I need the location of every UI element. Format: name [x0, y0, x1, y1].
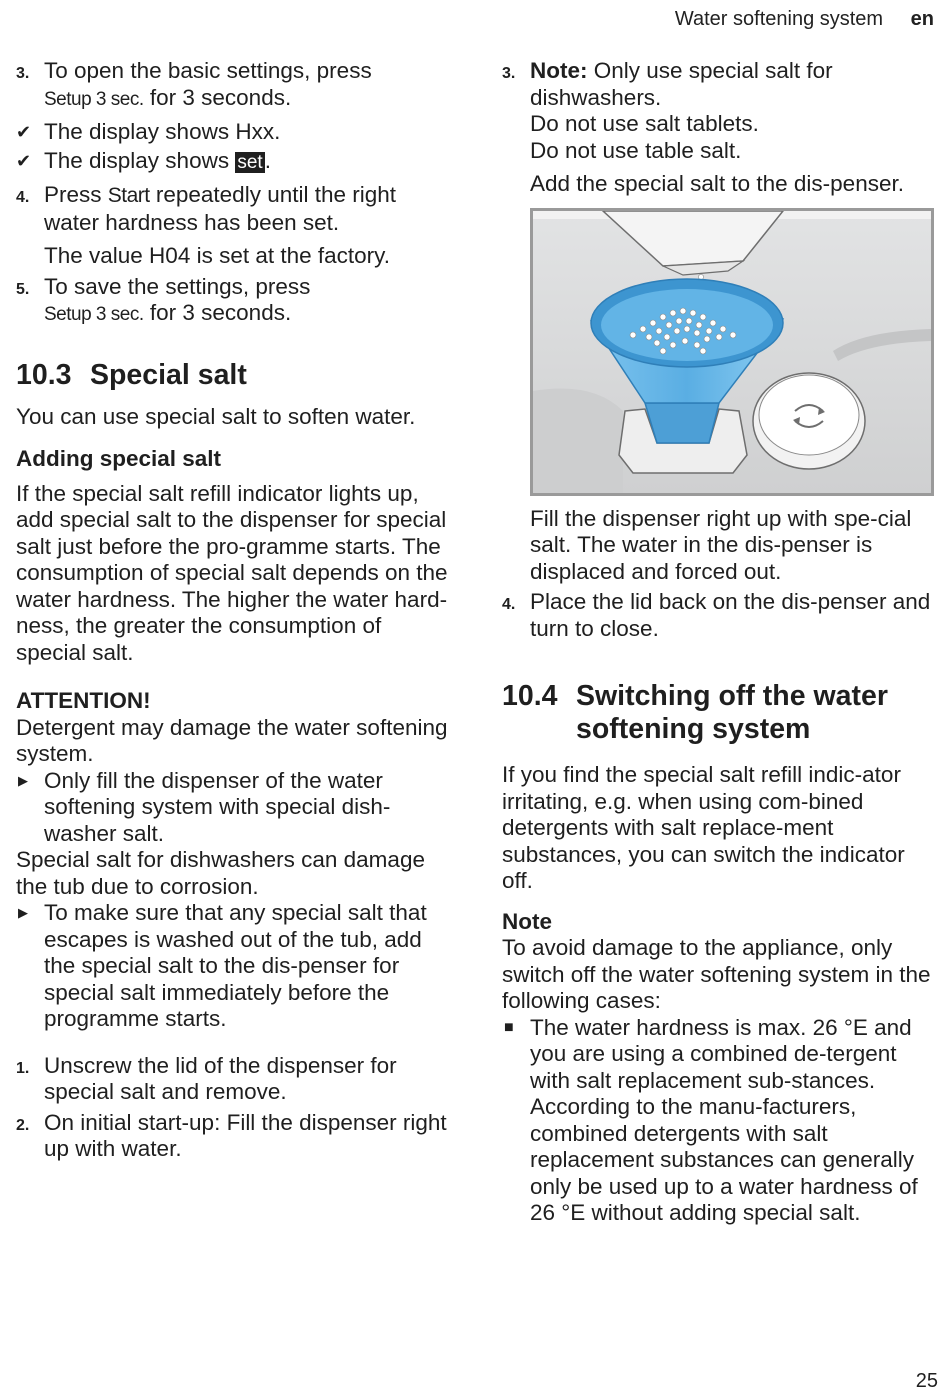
body-text: If the special salt refill indicator lights up, add special salt to the dispenser for special salt just before the pro-gramme starts. The consumption of special salt depends on the water hardness. The higher the water hard-ness, the greater the consumption of special salt.	[16, 480, 448, 665]
heading-special-salt	[16, 359, 456, 392]
factory-value-note: The value H04 is set at the factory.	[44, 243, 391, 268]
step-3-add-salt	[502, 58, 938, 164]
left-column	[16, 58, 456, 1163]
attention-title: ATTENTION!	[16, 688, 151, 713]
subheading-adding-salt: Adding special salt	[16, 446, 222, 471]
triangle-bullet-icon: ▶	[18, 905, 28, 920]
step-text-end: for 3 seconds.	[143, 84, 292, 110]
step-number: 2.	[16, 1116, 30, 1134]
step-text: Press	[44, 182, 108, 207]
step-5-save-settings	[16, 274, 456, 329]
result-text: The display shows Hxx.	[44, 119, 281, 144]
note-label: Note:	[530, 58, 588, 83]
result-display-hxx	[16, 119, 456, 146]
step-text-end: for 3 seconds.	[143, 300, 292, 325]
step-number: 4.	[502, 596, 516, 613]
result-text: The display shows	[44, 147, 236, 173]
checkmark-icon: ✔	[16, 150, 32, 171]
step-number: 4.	[16, 189, 30, 206]
step-text-end: repeatedly until the right water hardness has been set.	[44, 182, 397, 235]
no-salt-tablets: Do not use salt tablets.	[530, 111, 759, 136]
salt-funnel-illustration	[530, 208, 934, 496]
step-text: On initial start-up: Fill the dispenser right up with water.	[44, 1109, 447, 1161]
triangle-bullet-icon: ▶	[18, 772, 28, 788]
switch-off-intro: If you find the special salt refill indic-ator irritating, e.g. when using com-bined detergents with salt replace-ment substances, you can switch the indicator off.	[502, 762, 905, 893]
step-4-press-start	[16, 182, 456, 236]
action-text: To make sure that any special salt that escapes is washed out of the tub, add the special salt to the dis-penser for special salt immediately before the programme starts.	[44, 900, 427, 1031]
step-text: Unscrew the lid of the dispenser for special salt and remove.	[44, 1052, 397, 1104]
setup-button-label: Setup 3 sec.	[44, 88, 144, 110]
heading-number: 10.4	[502, 680, 558, 712]
heading-text: Switching off the water softening system	[576, 680, 888, 745]
square-bullet-icon: ■	[504, 1018, 514, 1036]
step-3-open-settings	[16, 58, 456, 113]
page-header	[675, 8, 934, 31]
right-column	[502, 58, 938, 1227]
step-text: To open the basic settings, press	[44, 58, 372, 83]
display-set-badge: set	[237, 151, 263, 173]
section-title: Water softening system	[674, 8, 884, 30]
step-number: 3.	[16, 65, 30, 82]
bullet-text: The water hardness is max. 26 °E and you are using a combined de-tergent with salt replacement sub-stances. According to the manu-facturers, combined detergents with salt replacement substances can generally only be used up to a water hardness of 26 °E without adding special salt.	[530, 1014, 918, 1225]
step-text: To save the settings, press	[44, 273, 311, 299]
action-text: Only fill the dispenser of the water softening system with special dish-washer salt.	[44, 767, 391, 846]
note-text: Only use special salt for dishwashers.	[530, 58, 833, 110]
result-text-end: .	[264, 147, 271, 173]
step-4-replace-lid	[502, 589, 938, 642]
result-display-set	[16, 148, 456, 177]
fill-dispenser-text: Fill the dispenser right up with spe-cial salt. The water in the dis-penser is displaced and forced out.	[530, 505, 912, 584]
funnel-drawing	[533, 211, 931, 493]
step-number: 1.	[16, 1059, 30, 1077]
step-text: Place the lid back on the dis-penser and turn to close.	[530, 589, 931, 641]
add-salt-text: Add the special salt to the dis-penser.	[530, 171, 904, 196]
setup-button-label: Setup 3 sec.	[44, 304, 144, 325]
bullet-water-hardness	[502, 1015, 938, 1227]
language-code: en	[910, 8, 934, 30]
step-number: 3.	[502, 65, 516, 82]
heading-switching-off	[502, 680, 938, 746]
attention-text-2: Special salt for dishwashers can damage the tub due to corrosion.	[16, 847, 425, 899]
note-title: Note	[502, 908, 552, 934]
attention-text-1: Detergent may damage the water softening system.	[16, 714, 448, 766]
checkmark-icon: ✔	[16, 122, 32, 142]
attention-action-1	[16, 768, 456, 848]
heading-number: 10.3	[16, 358, 72, 391]
step-2-fill-water	[16, 1110, 456, 1163]
intro-text: You can use special salt to soften water.	[16, 403, 416, 429]
attention-action-2	[16, 900, 456, 1033]
start-button-label: Start	[107, 184, 150, 207]
step-1-unscrew-lid	[16, 1053, 456, 1106]
no-table-salt: Do not use table salt.	[530, 137, 742, 163]
step-number: 5.	[16, 280, 30, 298]
heading-text: Special salt	[90, 358, 247, 391]
page-number: 25	[915, 1370, 938, 1392]
note-body: To avoid damage to the appliance, only switch off the water softening system in the following cases:	[502, 935, 931, 1013]
